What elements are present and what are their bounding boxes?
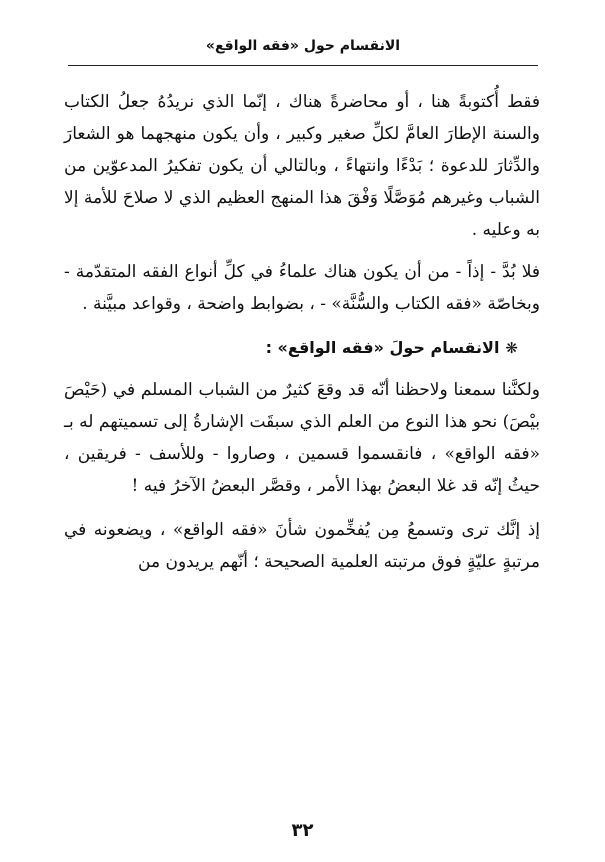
page-body: [64, 86, 540, 590]
section-heading-text: الانقسام حولَ «فقه الواقع» :: [265, 338, 500, 357]
section-heading: [64, 332, 518, 364]
paragraph-3: ولكنَّنا سمعنا ولاحظنا أنّه قد وقعَ كثيرٌ من الشباب المسلم في (حَيْصَ بيْصَ) نحو هذا النوع من العلم الذي سبقَت الإشارةُ إلى تسميتهم له بـ «فقه الواقع» ، فانقسموا قسمين ، وصاروا - وللأسف - فريقين ، حيثُ إنّه قد غلا البعضُ بهذا الأمر ، وقصَّر البعضُ الآخرُ فيه !: [64, 380, 540, 496]
header-divider: [68, 65, 538, 66]
paragraph-1: فقط أُكتوبةً هنا ، أو محاضرةً هناك ، إنّما الذي نريدُهُ جعلُ الكتاب والسنة الإطارَ العامَّ لكلِّ صغير وكبير ، وأن يكون منهجهما هو الشعارَ والدِّثارَ للدعوة ؛ بَدْءًا وانتهاءً ، وبالتالي أن يكون تفكيرُ المدعوّين من الشباب وغيرهم مُوَصَّلًا وَفْقَ هذا المنهج العظيم الذي لا صلاحَ للأمة إلا به وعليه .: [64, 92, 540, 240]
page-number: ٣٢: [291, 820, 314, 841]
paragraph-2: فلا بُدَّ - إذاً - من أن يكون هناك علماءُ في كلِّ أنواع الفقه المتقدّمة - وبخاصّة «فقه الكتاب والسُّنَّة» - ، بضوابط واضحة ، وقواعد مبيَّنة .: [64, 262, 540, 314]
running-header: الانقسام حول «فقه الواقع»: [205, 38, 401, 54]
flower-bullet-icon: ❋: [505, 339, 518, 357]
paragraph-4: إذ إنَّك ترى وتسمعُ مِن يُفخِّمون شأنَ «فقه الواقع» ، ويضعونه في مرتبةٍ عليّةٍ فوق مرتبته العلمية الصحيحة ؛ أنّهم يريدون من: [64, 520, 540, 572]
